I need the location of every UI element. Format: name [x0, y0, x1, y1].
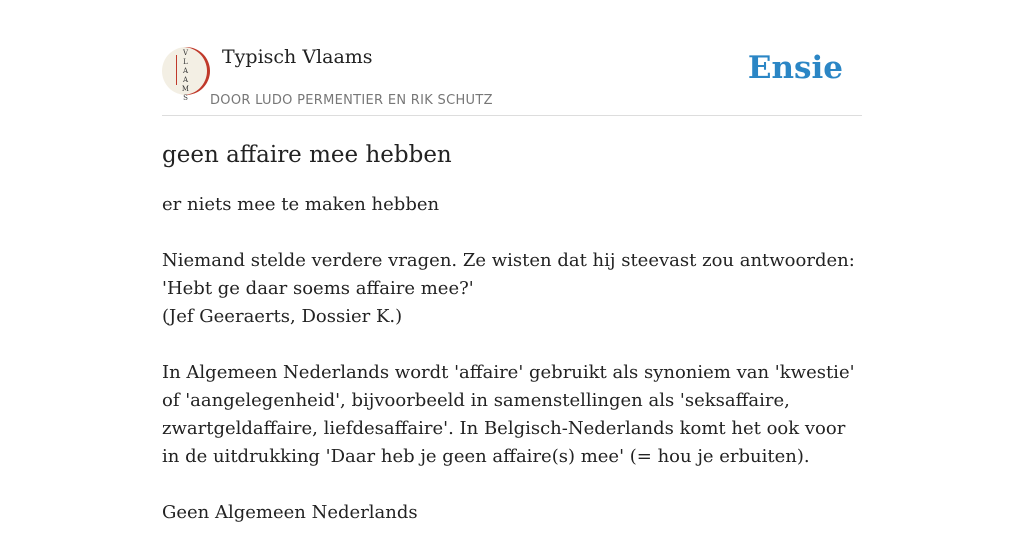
avatar-letter: M	[181, 85, 191, 93]
dictionary-authors: DOOR LUDO PERMENTIER EN RIK SCHUTZ	[210, 93, 493, 108]
avatar-letter: A	[182, 67, 190, 75]
dictionary-header	[162, 0, 862, 116]
ensie-logo-link[interactable]: Ensie	[747, 50, 843, 86]
avatar-letter: V	[182, 49, 190, 57]
avatar-letter: A	[182, 76, 190, 84]
example-source: (Jef Geeraerts, Dossier K.)	[162, 306, 403, 327]
avatar-letter: L	[183, 58, 189, 66]
avatar-letters	[172, 49, 200, 103]
entry-example	[162, 247, 862, 331]
entry-term: geen affaire mee hebben	[162, 142, 452, 168]
entry-explanation: In Algemeen Nederlands wordt 'affaire' gebruikt als synoniem van 'kwestie' of 'aangelegenheid', bijvoorbeeld in samenstellingen als 'seksaffaire, zwartgeldaffaire, liefdesaffaire'. In Belgisch-Nederlands komt het ook voor in de uitdrukking 'Daar heb je geen affaire(s) mee' (= hou je erbuiten).	[162, 362, 855, 467]
entry-content	[162, 191, 862, 527]
dictionary-avatar[interactable]	[162, 47, 210, 102]
dictionary-title-link[interactable]: Typisch Vlaams	[222, 46, 373, 68]
avatar-letter: S	[183, 94, 189, 102]
page-container	[162, 0, 862, 555]
entry-next-heading: Geen Algemeen Nederlands	[162, 502, 418, 523]
entry-definition: er niets mee te maken hebben	[162, 194, 440, 215]
example-quote: Niemand stelde verdere vragen. Ze wisten dat hij steevast zou antwoorden: 'Hebt ge daar soems affaire mee?'	[162, 250, 855, 299]
